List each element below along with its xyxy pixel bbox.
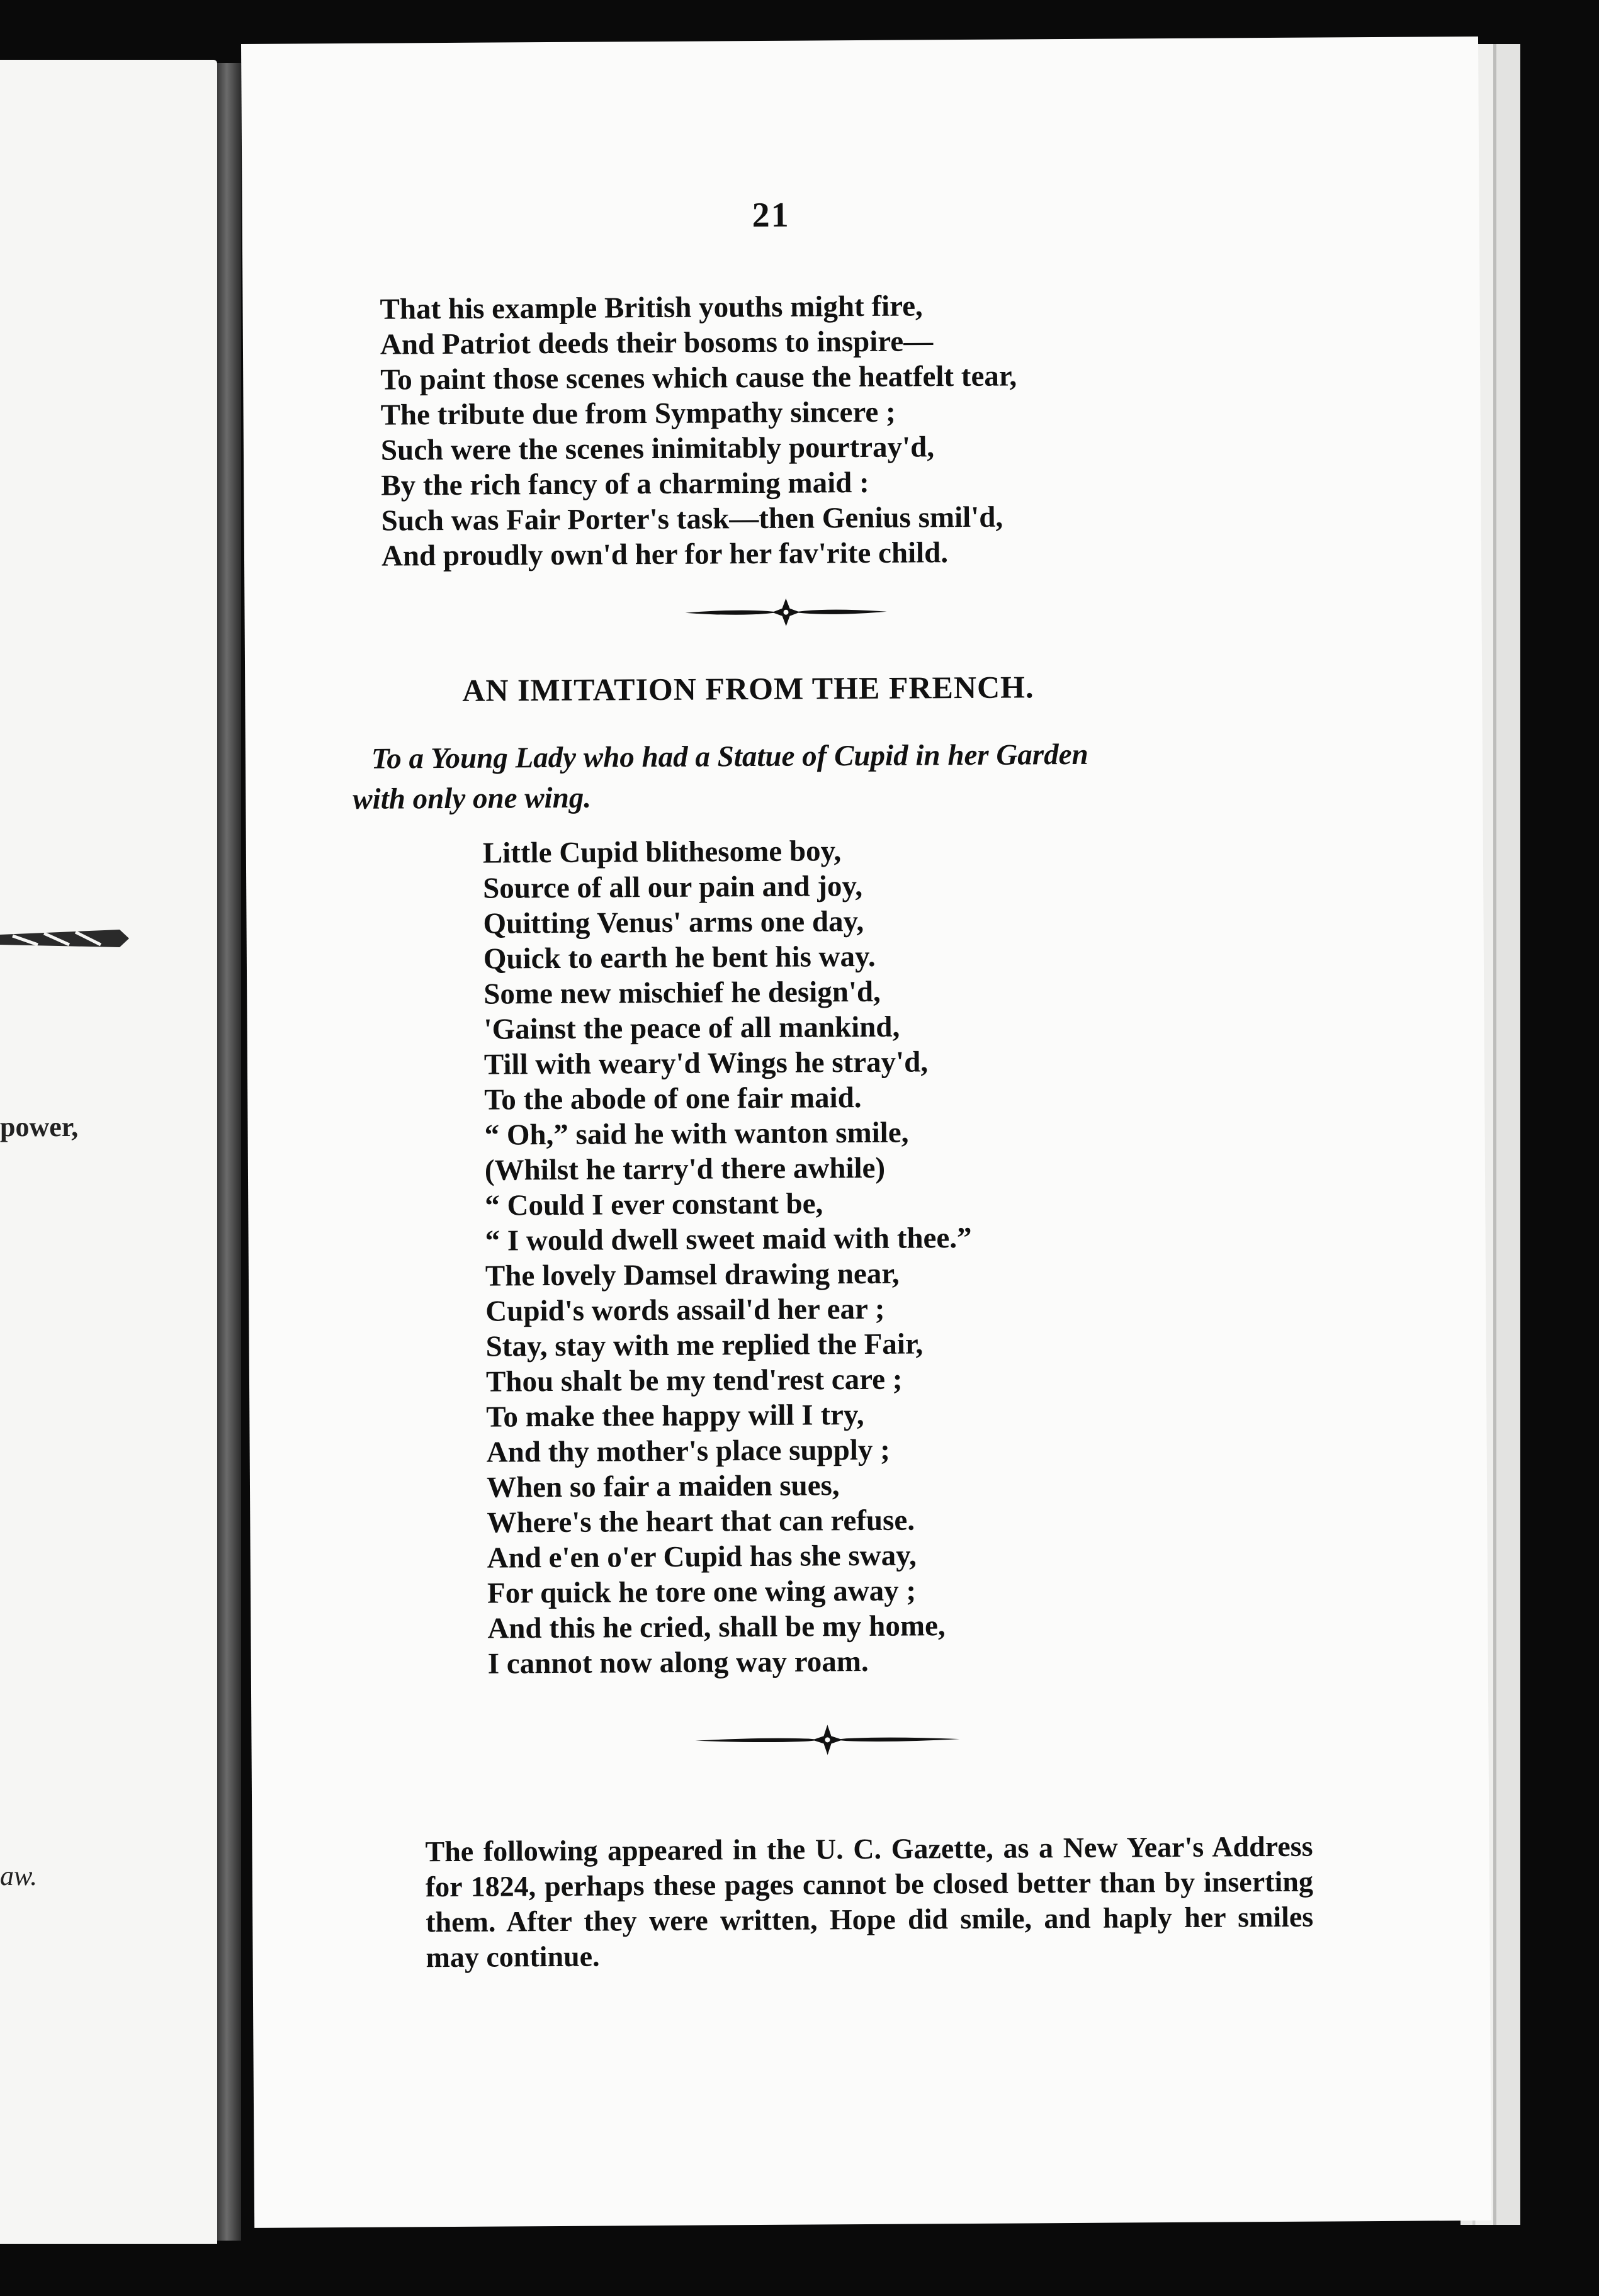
verse-line: (Whilst he tarry'd there awhile) xyxy=(484,1151,886,1187)
verse-line: And thy mother's place supply ; xyxy=(486,1433,890,1469)
verse-line: To paint those scenes which cause the heatfelt tear, xyxy=(380,359,1017,397)
verse-line: By the rich fancy of a charming maid : xyxy=(381,466,869,502)
verse-line: The lovely Damsel drawing near, xyxy=(485,1257,900,1293)
verse-line: To make thee happy will I try, xyxy=(486,1398,864,1434)
verse-line: For quick he tore one wing away ; xyxy=(487,1574,917,1610)
verse-line: Thou shalt be my tend'rest care ; xyxy=(485,1363,903,1398)
verse-line: And proudly own'd her for her fav'rite child. xyxy=(381,536,949,573)
verse-line: And Patriot deeds their bosoms to inspire— xyxy=(380,325,934,361)
verse-line: Till with weary'd Wings he stray'd, xyxy=(483,1045,929,1081)
left-page-text-fragment: power, xyxy=(0,1111,79,1142)
verse-line: Where's the heart that can refuse. xyxy=(487,1504,915,1539)
verse-line: Quitting Venus' arms one day, xyxy=(483,904,864,940)
section-divider-ornament xyxy=(685,593,886,632)
left-facing-page xyxy=(0,60,217,2244)
verse-line: That his example British youths might fire, xyxy=(380,290,923,326)
verse-line: I cannot now along way roam. xyxy=(487,1645,869,1680)
verse-line: To the abode of one fair maid. xyxy=(484,1081,862,1117)
left-page-text-fragment: aw. xyxy=(0,1860,38,1891)
verse-line: Source of all our pain and joy, xyxy=(483,869,863,905)
verse-line: Little Cupid blithesome boy, xyxy=(482,835,842,870)
verse-line: Quick to earth he bent his way. xyxy=(483,940,876,976)
verse-line: And e'en o'er Cupid has she sway, xyxy=(487,1539,917,1575)
verse-line: Such was Fair Porter's task—then Genius smil'd, xyxy=(381,500,1003,537)
closing-paragraph xyxy=(387,1829,1313,1976)
verse-line: Cupid's words assail'd her ear ; xyxy=(485,1292,885,1328)
verse-line: 'Gainst the peace of all mankind, xyxy=(483,1010,900,1046)
poem-body xyxy=(483,833,975,1682)
poem-heading: AN IMITATION FROM THE FRENCH. xyxy=(462,669,1034,708)
verse-line: Some new mischief he design'd, xyxy=(483,975,881,1011)
verse-line: “ I would dwell sweet maid with thee.” xyxy=(485,1221,972,1258)
verse-line: Stay, stay with me replied the Fair, xyxy=(485,1327,924,1363)
closing-paragraph-text: The following appeared in the U. C. Gazette, as a New Year's Address for 1824, perhaps these pages cannot be closed better than by inserting them. After they were written, Hope did smile, and haply her smiles may continue. xyxy=(425,1830,1314,1974)
verse-line: Such were the scenes inimitably pourtray'd, xyxy=(380,430,935,467)
dedication-line: To a Young Lady who had a Statue of Cupid in her Garden xyxy=(371,738,1088,775)
left-page-ornament xyxy=(0,923,132,952)
verse-line: The tribute due from Sympathy sincere ; xyxy=(380,395,896,432)
page-number: 21 xyxy=(752,195,790,235)
poem-dedication xyxy=(353,733,1354,819)
section-divider-ornament xyxy=(695,1720,959,1760)
book-gutter xyxy=(217,63,241,2241)
book-page xyxy=(241,37,1491,2228)
verse-line: “ Oh,” said he with wanton smile, xyxy=(484,1116,909,1152)
verse-line: When so fair a maiden sues, xyxy=(486,1469,840,1504)
verse-line: And this he cried, shall be my home, xyxy=(487,1609,946,1645)
dedication-line: with only one wing. xyxy=(353,781,592,816)
intro-stanza xyxy=(380,288,1018,573)
verse-line: “ Could I ever constant be, xyxy=(485,1187,823,1222)
